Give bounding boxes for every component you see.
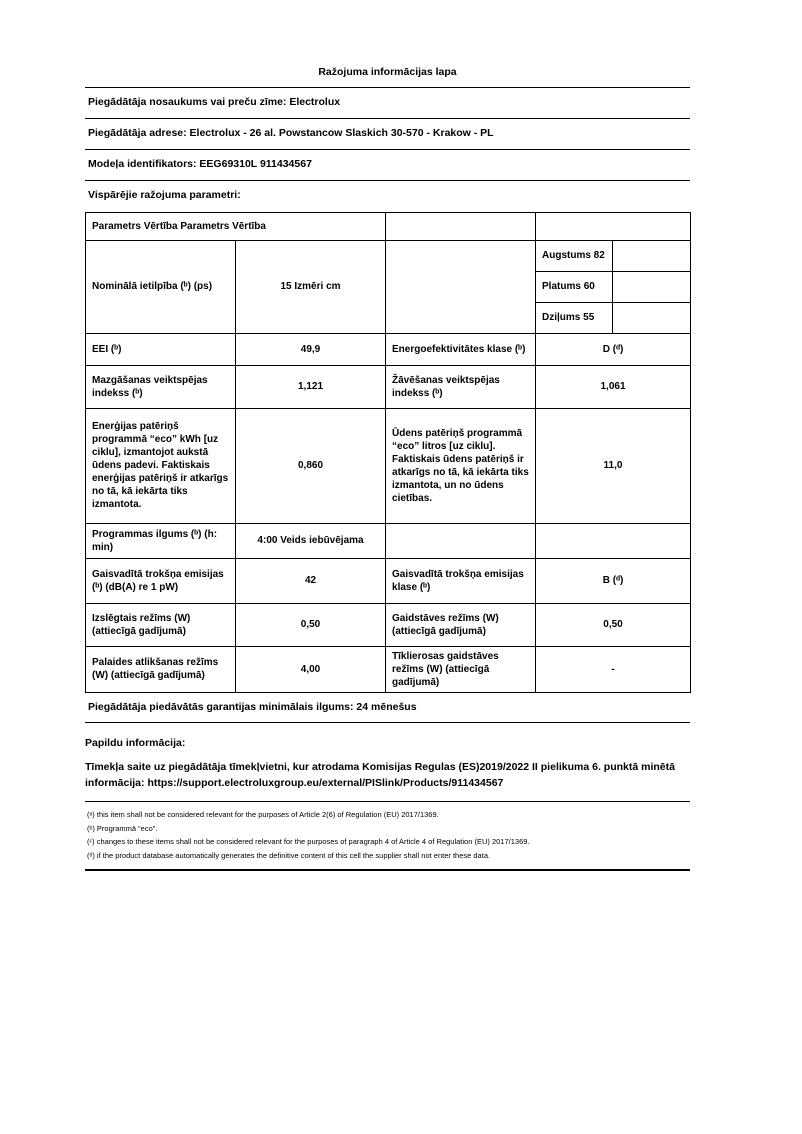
eei-row	[86, 333, 691, 365]
energy-class-value: D (ᵈ)	[536, 333, 691, 365]
supplier-address-row: Piegādātāja adrese: Electrolux - 26 al. Powstancow Slaskich 30-570 - Krakow - PL	[85, 118, 690, 149]
empty-cell	[386, 523, 536, 558]
table-header-cell: Parametrs Vērtība Parametrs Vērtība	[86, 212, 386, 240]
supplier-link-paragraph	[85, 759, 690, 792]
empty-cell	[536, 523, 691, 558]
dimension-width-cell: Platums 60	[536, 271, 613, 302]
noise-emission-value: 42	[236, 558, 386, 603]
capacity-value: 15 Izmēri cm	[236, 240, 386, 333]
capacity-label: Nominālā ietilpība (ᵇ) (ps)	[86, 240, 236, 333]
delay-start-label: Palaides atlikšanas režīms (W) (attiecīgā gadījumā)	[86, 646, 236, 692]
supplier-website-link[interactable]: https://support.electroluxgroup.eu/external/PISlink/Products/911434567	[147, 776, 504, 789]
empty-cell	[386, 212, 536, 240]
standby-mode-label: Gaidstāves režīms (W) (attiecīgā gadījumā)	[386, 603, 536, 646]
empty-cell	[613, 240, 691, 271]
empty-cell	[613, 302, 691, 333]
footnote-a: (ᵃ) this item shall not be considered relevant for the purposes of Article 2(6) of Regulation (EU) 2017/1369.	[87, 810, 439, 820]
guarantee-row: Piegādātāja piedāvātās garantijas minimālais ilgums: 24 mēnešus	[85, 693, 690, 723]
washing-index-value: 1,121	[236, 365, 386, 408]
empty-cell	[613, 271, 691, 302]
energy-class-label: Energoefektivitātes klase (ᵇ)	[386, 333, 536, 365]
programme-duration-label: Programmas ilgums (ᵇ) (h: min)	[86, 523, 236, 558]
water-consumption-label: Ūdens patēriņš programmā “eco” litros [uz ciklu]. Faktiskais ūdens patēriņš ir atkarīgs no tā, kā iekārta tiks izmantota, un no ūdens cietības.	[386, 408, 536, 523]
delay-start-value: 4,00	[236, 646, 386, 692]
water-consumption-value: 11,0	[536, 408, 691, 523]
energy-consumption-value: 0,860	[236, 408, 386, 523]
empty-cell	[536, 212, 691, 240]
capacity-row	[86, 240, 691, 271]
eei-value: 49,9	[236, 333, 386, 365]
supplier-name-row: Piegādātāja nosaukums vai preču zīme: Electrolux	[85, 87, 690, 118]
empty-cell	[386, 240, 536, 333]
off-mode-value: 0,50	[236, 603, 386, 646]
networked-standby-label: Tīklierosas gaidstāves režīms (W) (attiecīgā gadījumā)	[386, 646, 536, 692]
programme-duration-value: 4:00 Veids iebūvējama	[236, 523, 386, 558]
networked-standby-value: -	[536, 646, 691, 692]
parameters-table	[85, 212, 691, 693]
performance-row	[86, 365, 691, 408]
general-parameters-heading: Vispārējie ražojuma parametri:	[85, 180, 690, 211]
footnote-d: (ᵈ) if the product database automatically generates the definitive content of this cell the supplier shall not enter these data.	[87, 850, 491, 860]
footnotes-section	[85, 801, 690, 871]
washing-index-label: Mazgāšanas veiktspējas indekss (ᵇ)	[86, 365, 236, 408]
off-mode-row	[86, 603, 691, 646]
dimension-depth-cell: Dziļums 55	[536, 302, 613, 333]
standby-mode-value: 0,50	[536, 603, 691, 646]
table-header-row	[86, 212, 691, 240]
noise-row	[86, 558, 691, 603]
noise-class-value: B (ᵈ)	[536, 558, 691, 603]
energy-row	[86, 408, 691, 523]
energy-consumption-label: Enerģijas patēriņš programmā “eco” kWh [uz ciklu], izmantojot aukstā ūdens padevi. Faktiskais enerģijas patēriņš ir atkarīgs no tā, kā iekārta tiks izmantota.	[86, 408, 236, 523]
footnote-b: (ᵇ) Programmā “eco”.	[87, 823, 158, 833]
page-title: Ražojuma informācijas lapa	[318, 66, 457, 78]
drying-index-label: Žāvēšanas veiktspējas indekss (ᵇ)	[386, 365, 536, 408]
link-intro-text: Tīmekļa saite uz piegādātāja tīmekļvietni, kur atrodama Komisijas Regulas (ES)2019/2022 II pielikuma 6. punktā minētā informācija:	[85, 760, 675, 789]
duration-row	[86, 523, 691, 558]
dimension-height-cell: Augstums 82	[536, 240, 613, 271]
noise-class-label: Gaisvadītā trokšņa emisijas klase (ᵇ)	[386, 558, 536, 603]
model-identifier-row: Modeļa identifikators: EEG69310L 911434567	[85, 149, 690, 180]
off-mode-label: Izslēgtais režīms (W) (attiecīgā gadījumā)	[86, 603, 236, 646]
delay-start-row	[86, 646, 691, 692]
additional-info-heading: Papildu informācija:	[85, 736, 186, 749]
eei-label: EEI (ᵇ)	[86, 333, 236, 365]
drying-index-value: 1,061	[536, 365, 691, 408]
noise-emission-label: Gaisvadītā trokšņa emisijas (ᵇ) (dB(A) re 1 pW)	[86, 558, 236, 603]
footnote-c: (ᶜ) changes to these items shall not be considered relevant for the purposes of paragraph 4 of Article 4 of Regulation (EU) 2017/1369.	[87, 837, 530, 847]
